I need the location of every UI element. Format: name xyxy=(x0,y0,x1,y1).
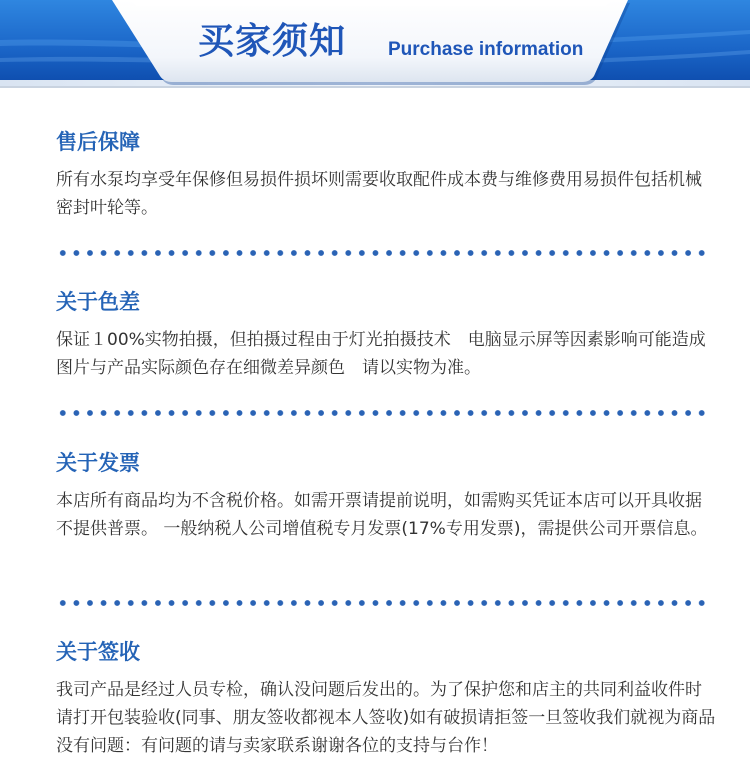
section-title: 售后保障 xyxy=(56,130,140,154)
dotted-divider xyxy=(56,250,710,256)
banner-subtitle: Purchase information xyxy=(388,39,584,60)
section-body: 我司产品是经过人员专检，确认没问题后发出的。为了保护您和店主的共同利益收件时请打开包装验收(同事、朋友签收都视本人签收)如有破损请拒签一旦签收我们就视为商品没有问题：有问题的请与卖家联系谢谢各位的支持与台作！ xyxy=(56,680,716,756)
header-banner xyxy=(0,0,750,92)
banner-title: 买家须知 xyxy=(198,21,347,62)
section-body: 本店所有商品均为不含税价格。如需开票请提前说明，如需购买凭证本店可以开具收据不提供普票。 一般纳税人公司增值税专月发票(17%专用发票)，需提供公司开票信息。 xyxy=(56,491,708,539)
section-color-difference xyxy=(56,288,716,382)
section-title: 关于色差 xyxy=(56,290,140,314)
section-body: 保证１00%实物拍摄，但拍摄过程由于灯光拍摄技术 电脑显示屏等因素影响可能造成图片与产品实际颜色存在细微差异颜色 请以实物为准。 xyxy=(56,330,706,378)
section-body: 所有水泵均享受年保修但易损件损坏则需要收取配件成本费与维修费用易损件包括机械密封叶轮等。 xyxy=(56,170,702,218)
section-after-sales xyxy=(56,128,716,222)
banner-background xyxy=(0,0,750,92)
dotted-divider xyxy=(56,410,710,416)
section-sign-for-delivery xyxy=(56,638,716,760)
section-invoice xyxy=(56,449,716,543)
section-title: 关于签收 xyxy=(56,640,140,664)
dotted-divider xyxy=(56,600,710,606)
section-title: 关于发票 xyxy=(56,451,140,475)
